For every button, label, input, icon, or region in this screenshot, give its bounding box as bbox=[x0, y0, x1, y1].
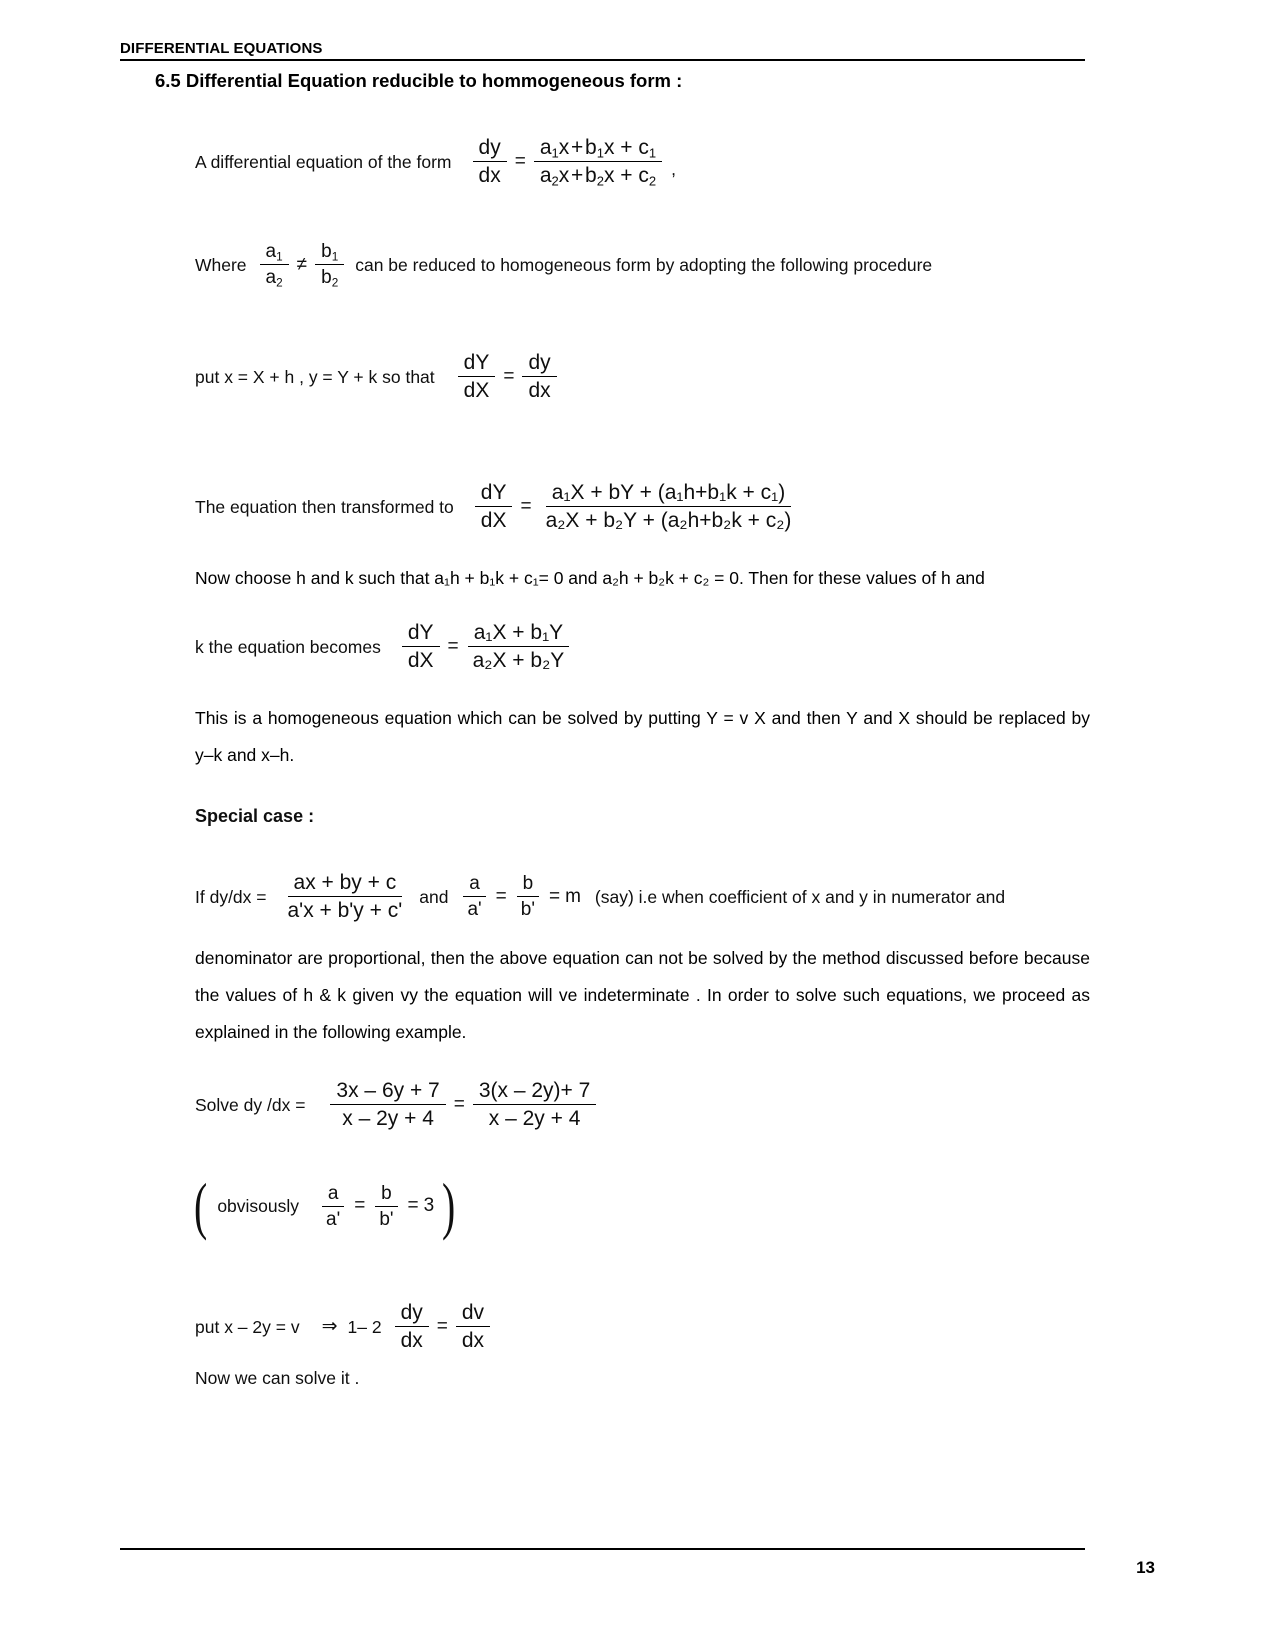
fraction-b-over-b-prime bbox=[373, 1182, 399, 1231]
solve-lead: Solve dy /dx = bbox=[195, 1094, 306, 1115]
fraction-numerator: a₁X + bY + (a₁h+b₁k + c₁) bbox=[546, 480, 791, 507]
special-case-lead: If dy/dx = bbox=[195, 886, 267, 907]
fraction-numerator: dY bbox=[475, 480, 513, 507]
fraction-numerator: b bbox=[375, 1182, 398, 1207]
equation-line-substitution bbox=[195, 350, 560, 403]
line2-tail: can be reduced to homogeneous form by adopting the following procedure bbox=[355, 254, 933, 275]
fraction-denominator: $b_2$ bbox=[321, 267, 339, 290]
equals-sign: = bbox=[436, 1315, 448, 1337]
fraction-transformed-rhs bbox=[540, 480, 798, 533]
equation-line-special-case bbox=[195, 870, 1005, 923]
fraction-homogeneous-rhs bbox=[467, 620, 571, 673]
fraction-b-over-b-prime bbox=[515, 872, 541, 921]
equation-line-solve-example bbox=[195, 1078, 599, 1131]
closing-text: Now we can solve it . bbox=[195, 1368, 360, 1388]
equals-sign: = bbox=[514, 150, 526, 172]
line6-lead: k the equation becomes bbox=[195, 636, 381, 657]
fraction-numerator: a bbox=[322, 1182, 345, 1207]
fraction-numerator: b bbox=[517, 872, 540, 897]
fraction-numerator: ax + by + c bbox=[288, 870, 403, 897]
close-paren: ) bbox=[442, 1170, 456, 1241]
fraction-a-over-a-prime bbox=[461, 872, 487, 921]
fraction-dy-dx bbox=[473, 135, 507, 188]
fraction-numerator: dY bbox=[458, 350, 496, 377]
fraction-numerator: dy bbox=[522, 350, 556, 377]
line1-lead: A differential equation of the form bbox=[195, 151, 452, 172]
paragraph-homogeneous-note: This is a homogeneous equation which can be solved by putting Y = v X and then Y and X should be replaced by y–k and x–h. bbox=[195, 708, 1090, 765]
equation-line-put-substitution bbox=[195, 1300, 493, 1353]
fraction-numerator: $a_1x$ + $b_1x + c_1$ bbox=[534, 135, 662, 162]
fraction-denominator: $a_2x$ + $b_2x + c_2$ bbox=[539, 164, 657, 189]
fraction-numerator: $b_1$ bbox=[315, 240, 344, 265]
fraction-denominator: a' bbox=[326, 1208, 341, 1230]
fraction-denominator: b' bbox=[379, 1208, 394, 1230]
section-title: 6.5 Differential Equation reducible to hommogeneous form : bbox=[155, 70, 683, 91]
equals-sign-2: = bbox=[548, 885, 561, 907]
fraction-ax-by-c bbox=[282, 870, 409, 923]
line4-lead: The equation then transformed to bbox=[195, 496, 454, 517]
running-head: DIFFERENTIAL EQUATIONS bbox=[120, 40, 323, 57]
fraction-dy-dx bbox=[395, 1300, 429, 1353]
fraction-numerator: 3(x – 2y)+ 7 bbox=[473, 1078, 596, 1105]
special-case-tail: (say) i.e when coefficient of x and y in numerator and bbox=[594, 886, 1006, 907]
fraction-denominator: dx bbox=[461, 1329, 485, 1352]
fraction-denominator: dx bbox=[478, 164, 501, 187]
put-coefficient: 1– 2 bbox=[347, 1316, 382, 1337]
header-divider bbox=[120, 59, 1085, 61]
fraction-numerator: a₁X + b₁Y bbox=[468, 620, 569, 647]
fraction-denominator: x – 2y + 4 bbox=[488, 1107, 581, 1130]
equals-sign: = bbox=[495, 885, 507, 907]
equals-sign: = bbox=[354, 1195, 366, 1217]
equation-line-transformed bbox=[195, 480, 800, 533]
fraction-b1-b2 bbox=[315, 240, 344, 289]
line2-lead: Where bbox=[195, 254, 247, 275]
equals-sign: = bbox=[447, 635, 459, 657]
equation-line-general-form bbox=[195, 135, 676, 188]
fraction-denominator: b' bbox=[520, 899, 535, 920]
fraction-denominator: a' bbox=[467, 899, 482, 920]
equation-line-where-condition bbox=[195, 240, 932, 289]
fraction-denominator: dX bbox=[480, 509, 507, 532]
not-equal-sign: ≠ bbox=[296, 253, 308, 275]
footer-divider bbox=[120, 1548, 1085, 1550]
fraction-numerator: dy bbox=[395, 1300, 429, 1327]
paragraph-denominator-proportional: denominator are proportional, then the above equation can not be solved by the method discussed before because the values of h & k given vy the equation will ve indeterminate . In order to solve such equations, we proceed as explained in the following example. bbox=[195, 948, 1090, 1042]
line3-lead: put x = X + h , y = Y + k so that bbox=[195, 366, 435, 387]
fraction-solve-lhs bbox=[330, 1078, 445, 1131]
fraction-numerator: dY bbox=[402, 620, 440, 647]
fraction-denominator: dX bbox=[463, 379, 490, 402]
fraction-a1-a2 bbox=[260, 240, 289, 289]
fraction-solve-rhs bbox=[473, 1078, 596, 1131]
fraction-numerator: dv bbox=[456, 1300, 490, 1327]
fraction-denominator: a₂X + b₂Y bbox=[472, 649, 565, 672]
paragraph-choose-h-k: Now choose h and k such that a₁h + b₁k + c₁= 0 and a₂h + b₂k + c₂ = 0. Then for these values of h and bbox=[195, 568, 985, 588]
fraction-dY-dX bbox=[402, 620, 440, 673]
conjunction-and: and bbox=[419, 886, 449, 907]
fraction-a-over-a-prime bbox=[320, 1182, 346, 1231]
fraction-dy-dx bbox=[522, 350, 556, 403]
page-header bbox=[120, 40, 1085, 61]
equation-line-obviously bbox=[190, 1170, 460, 1241]
fraction-denominator: a₂X + b₂Y + (a₂h+b₂k + c₂) bbox=[545, 509, 792, 532]
fraction-denominator: $a_2$ bbox=[265, 267, 283, 290]
implies-symbol: ⇒ bbox=[321, 1315, 338, 1337]
page-number: 13 bbox=[1136, 1558, 1155, 1577]
fraction-numerator: 3x – 6y + 7 bbox=[330, 1078, 445, 1105]
equals-sign: = bbox=[503, 365, 515, 387]
equals-sign: = bbox=[453, 1093, 465, 1115]
equals-sign: = bbox=[520, 495, 532, 517]
equals-sign-2: = bbox=[407, 1195, 419, 1217]
put-lead: put x – 2y = v bbox=[195, 1316, 300, 1337]
fraction-numerator: dy bbox=[473, 135, 507, 162]
fraction-denominator: dX bbox=[407, 649, 434, 672]
fraction-dY-dX bbox=[475, 480, 513, 533]
fraction-denominator: x – 2y + 4 bbox=[342, 1107, 434, 1130]
obviously-label: obvisously bbox=[217, 1196, 300, 1217]
fraction-denominator: dx bbox=[400, 1329, 423, 1352]
fraction-numerator: $a_1$ bbox=[260, 240, 289, 265]
open-paren: ( bbox=[194, 1170, 208, 1241]
special-case-heading: Special case : bbox=[195, 806, 315, 826]
fraction-rhs-general bbox=[534, 135, 662, 188]
equation-line-becomes bbox=[195, 620, 573, 673]
fraction-dY-dX bbox=[458, 350, 496, 403]
variable-m: m bbox=[565, 885, 581, 907]
trailing-comma: , bbox=[671, 158, 677, 179]
value-three: 3 bbox=[423, 1195, 435, 1217]
fraction-numerator: a bbox=[463, 872, 486, 897]
fraction-denominator: a'x + b'y + c' bbox=[287, 899, 403, 922]
fraction-denominator: dx bbox=[528, 379, 551, 402]
fraction-dv-dx bbox=[456, 1300, 490, 1353]
